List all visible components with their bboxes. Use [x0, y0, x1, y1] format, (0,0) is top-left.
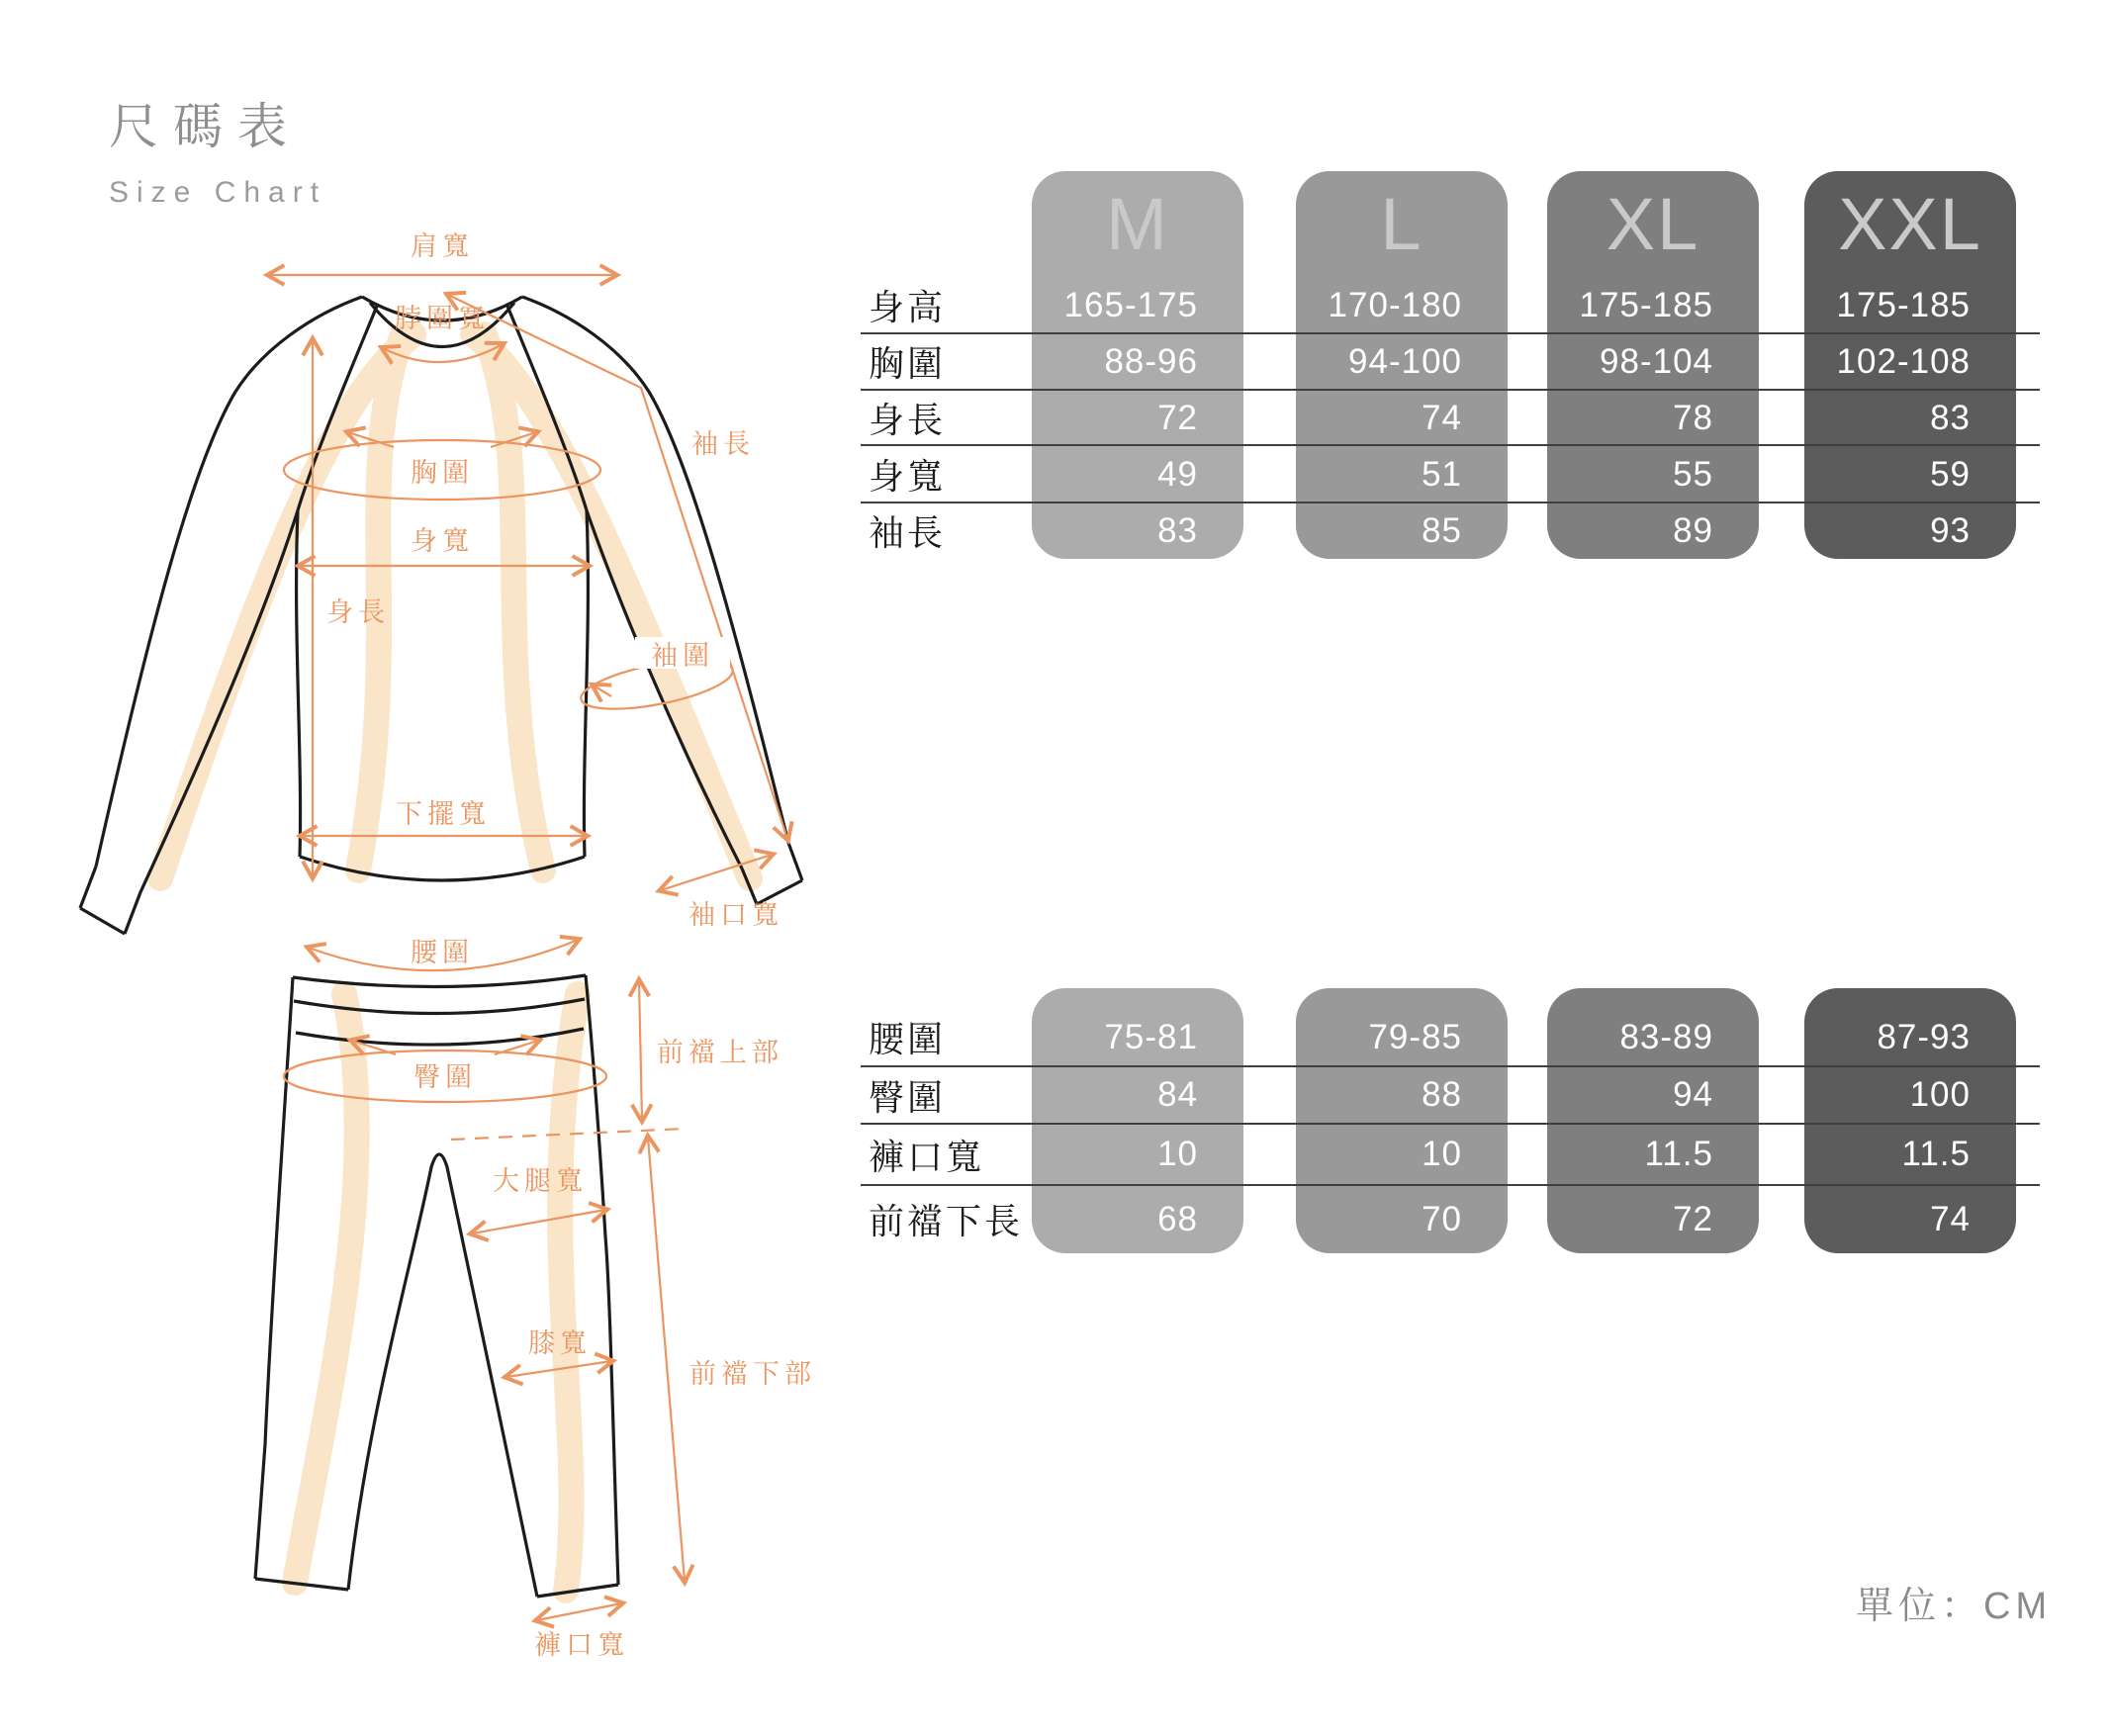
size-column-header-l: L	[1380, 183, 1423, 265]
table-cell: 59	[1930, 454, 1971, 494]
table-divider	[861, 389, 2040, 391]
shirt-label-neck-width: 脖圍寬	[395, 304, 490, 333]
sleeve-circumference-arrow	[594, 685, 611, 696]
table-cell: 85	[1422, 510, 1462, 550]
table-cell: 11.5	[1901, 1135, 1971, 1173]
table-cell: 74	[1422, 398, 1462, 437]
pants-label-thigh-width: 大腿寬	[493, 1166, 588, 1196]
row-label-body-width: 身寬	[869, 456, 947, 497]
row-label-waist: 腰圍	[869, 1019, 947, 1059]
shirt-label-hem-width: 下擺寬	[396, 799, 491, 829]
pants-label-waist: 腰圍	[411, 938, 474, 967]
table-cell: 93	[1930, 510, 1971, 550]
leg-opening-arrow	[537, 1603, 621, 1620]
table-cell: 70	[1422, 1199, 1462, 1238]
table-cell: 170-180	[1328, 285, 1462, 324]
pants-label-leg-opening: 褲口寬	[534, 1630, 629, 1660]
table-cell: 83	[1930, 398, 1971, 437]
pants-size-column-xxl	[1804, 988, 2016, 1253]
table-divider	[861, 444, 2040, 446]
table-cell: 51	[1422, 454, 1462, 494]
table-cell: 94	[1673, 1075, 1713, 1114]
table-divider	[861, 1184, 2040, 1186]
table-cell: 72	[1673, 1199, 1713, 1238]
shirt-label-body-width: 身寬	[411, 526, 474, 556]
table-cell: 98-104	[1600, 341, 1713, 381]
size-column-header-m: M	[1106, 183, 1169, 265]
page-title: 尺碼表	[109, 99, 302, 154]
table-divider	[861, 1123, 2040, 1125]
row-label-body-length: 身長	[869, 400, 947, 440]
table-cell: 75-81	[1104, 1017, 1198, 1056]
row-label-chest: 胸圍	[869, 343, 947, 384]
table-cell: 10	[1422, 1135, 1462, 1173]
table-cell: 102-108	[1836, 341, 1971, 381]
table-cell: 55	[1673, 454, 1713, 494]
row-label-leg-opening: 褲口寬	[869, 1136, 985, 1177]
shirt-label-cuff-width: 袖口寬	[688, 900, 783, 930]
table-cell: 74	[1930, 1199, 1971, 1238]
table-divider	[861, 1065, 2040, 1067]
shirt-label-sleeve-circumference: 袖圍	[651, 641, 714, 671]
page-subtitle: Size Chart	[109, 176, 327, 209]
table-cell: 87-93	[1877, 1017, 1971, 1056]
size-column-header-xl: XL	[1606, 183, 1700, 265]
table-cell: 79-85	[1368, 1017, 1462, 1056]
pants-size-column-l	[1296, 988, 1508, 1253]
pants-label-knee-width: 膝寬	[528, 1328, 592, 1358]
pants-size-column-m	[1032, 988, 1243, 1253]
row-label-front-rise-length: 前襠下長	[869, 1201, 1024, 1241]
shirt-label-chest: 胸圍	[411, 458, 474, 488]
front-rise-upper-arrow	[639, 981, 642, 1120]
thigh-width-arrow	[472, 1210, 605, 1233]
table-cell: 165-175	[1063, 285, 1198, 324]
table-cell: 175-185	[1579, 285, 1713, 324]
measurement-annotations	[269, 275, 787, 1620]
row-label-sleeve-length: 袖長	[869, 512, 947, 553]
shirt-label-sleeve-length: 袖長	[691, 429, 755, 459]
table-cell: 94-100	[1348, 341, 1462, 381]
unit-label: 單位：CM	[1856, 1586, 2053, 1627]
table-cell: 11.5	[1644, 1135, 1713, 1173]
pants-label-front-rise-lower: 前襠下部	[689, 1359, 816, 1389]
table-divider	[861, 332, 2040, 334]
table-cell: 72	[1157, 398, 1198, 437]
table-cell: 88-96	[1104, 341, 1198, 381]
table-cell: 175-185	[1836, 285, 1971, 324]
table-cell: 78	[1673, 398, 1713, 437]
table-cell: 100	[1909, 1075, 1971, 1114]
top-table-row-labels	[869, 277, 946, 559]
shirt-label-body-length: 身長	[326, 597, 390, 627]
pants-label-hip: 臀圍	[413, 1062, 477, 1092]
table-cell: 88	[1422, 1075, 1462, 1114]
size-column-header-xxl: XXL	[1838, 183, 1982, 265]
table-cell: 10	[1157, 1135, 1198, 1173]
shirt-outline	[80, 297, 802, 934]
table-cell: 83-89	[1619, 1017, 1713, 1056]
table-divider	[861, 502, 2040, 503]
bottom-table-row-labels	[869, 988, 1023, 1253]
pants-size-column-xl	[1547, 988, 1759, 1253]
row-label-height: 身高	[869, 287, 947, 327]
table-cell: 89	[1673, 510, 1713, 550]
table-cell: 49	[1157, 454, 1198, 494]
table-cell: 68	[1157, 1199, 1198, 1238]
row-label-hip: 臀圍	[869, 1076, 947, 1118]
shirt-label-shoulder-width: 肩寬	[411, 231, 474, 261]
table-cell: 84	[1157, 1075, 1198, 1114]
table-cell: 83	[1157, 510, 1198, 550]
pants-label-front-rise-upper: 前襠上部	[657, 1038, 783, 1067]
front-rise-lower-arrow	[648, 1138, 685, 1581]
